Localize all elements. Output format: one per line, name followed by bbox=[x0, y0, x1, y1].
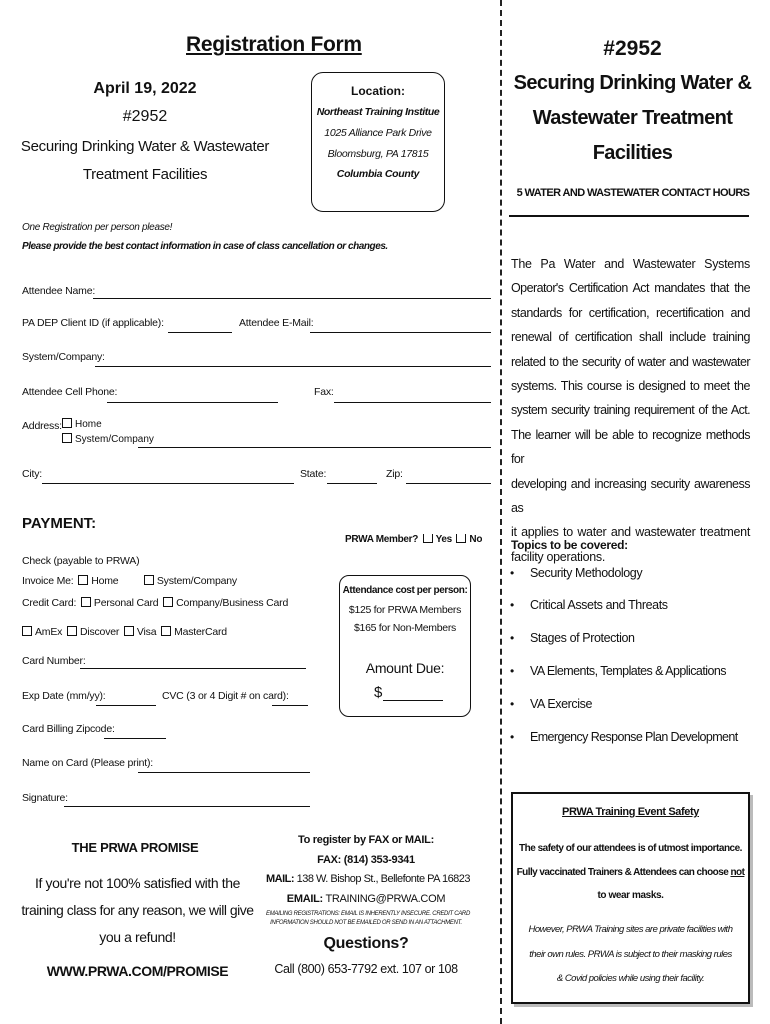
zip-label: Zip: bbox=[386, 468, 403, 480]
course-title-right-1: Securing Drinking Water & bbox=[513, 72, 752, 94]
course-title-right-2: Wastewater Treatment bbox=[532, 107, 733, 129]
cvc-label: CVC (3 or 4 Digit # on card): bbox=[162, 690, 289, 702]
description-line: Operator's Certification Act mandates that the bbox=[511, 281, 750, 296]
form-title: Registration Form bbox=[186, 33, 362, 56]
invoice-home-checkbox[interactable] bbox=[78, 575, 88, 585]
amount-due-dollar: $ bbox=[374, 684, 383, 701]
attendance-cost-box bbox=[339, 575, 471, 717]
company-card-text: Company/Business Card bbox=[176, 597, 289, 609]
topic-item bbox=[510, 566, 643, 580]
location-heading: Location: bbox=[351, 84, 405, 98]
attendee-name-label: Attendee Name: bbox=[22, 285, 96, 297]
topic-text: Critical Assets and Threats bbox=[530, 598, 668, 612]
signature-label: Signature: bbox=[22, 792, 68, 804]
bullet-icon: • bbox=[510, 664, 515, 678]
topic-item bbox=[510, 697, 593, 711]
member-no-checkbox[interactable] bbox=[456, 534, 466, 543]
invoice-system-checkbox[interactable] bbox=[144, 575, 154, 585]
bullet-icon: • bbox=[510, 631, 515, 645]
safety-line-1: The safety of our attendees is of utmost importance. bbox=[519, 843, 742, 854]
topic-item bbox=[510, 631, 635, 645]
promise-heading: THE PRWA PROMISE bbox=[71, 840, 199, 855]
cell-phone-label: Attendee Cell Phone: bbox=[22, 386, 118, 398]
billing-zip-field[interactable] bbox=[104, 738, 166, 739]
description-line: The Pa Water and Wastewater Systems bbox=[511, 257, 750, 271]
topic-text: Security Methodology bbox=[530, 566, 643, 580]
invoice-label: Invoice Me: bbox=[22, 575, 74, 587]
topic-text: Stages of Protection bbox=[530, 631, 635, 645]
contact-hours: 5 WATER AND WASTEWATER CONTACT HOURS bbox=[516, 187, 750, 199]
register-mail-address: 138 W. Bishop St., Bellefonte PA 16823 bbox=[296, 873, 471, 885]
card-type-row bbox=[20, 626, 227, 638]
credit-card-label: Credit Card: bbox=[22, 597, 77, 609]
exp-date-label: Exp Date (mm/yy): bbox=[22, 690, 106, 702]
card-number-field[interactable] bbox=[80, 668, 306, 669]
safety-heading: PRWA Training Event Safety bbox=[562, 806, 699, 818]
system-company-label: System/Company: bbox=[22, 351, 105, 363]
cost-non-members: $165 for Non-Members bbox=[354, 622, 456, 634]
discover-text: Discover bbox=[79, 626, 120, 638]
amount-due-label: Amount Due: bbox=[365, 660, 445, 676]
description-line: it applies to water and wastewater treatment bbox=[511, 525, 750, 540]
member-yes-checkbox[interactable] bbox=[423, 534, 433, 543]
course-number-right: #2952 bbox=[603, 37, 662, 60]
description-line: developing and increasing security awareness as bbox=[511, 476, 750, 516]
bullet-icon: • bbox=[510, 697, 515, 711]
page-divider bbox=[500, 0, 502, 1024]
topic-text: VA Elements, Templates & Applications bbox=[530, 664, 726, 678]
register-heading: To register by FAX or MAIL: bbox=[298, 834, 434, 846]
register-email-address[interactable]: TRAINING@PRWA.COM bbox=[325, 893, 446, 905]
register-mail-row bbox=[266, 873, 471, 885]
address-home-checkbox[interactable] bbox=[62, 418, 72, 428]
system-company-field[interactable] bbox=[95, 366, 491, 367]
header-rule bbox=[509, 215, 749, 217]
attendee-name-field[interactable] bbox=[93, 298, 491, 299]
address-system-option[interactable] bbox=[60, 434, 154, 445]
attendee-email-label: Attendee E-Mail: bbox=[239, 317, 314, 329]
dep-id-field[interactable] bbox=[168, 332, 232, 333]
safety-line-3: to wear masks. bbox=[597, 890, 664, 901]
safety-line-6: & Covid policies while using their facility. bbox=[556, 973, 705, 984]
location-county: Columbia County bbox=[336, 168, 420, 180]
personal-card-checkbox[interactable] bbox=[81, 597, 91, 607]
description-line: The learner will be able to recognize methods for bbox=[511, 427, 750, 467]
member-yes-text: Yes bbox=[435, 534, 452, 543]
course-title-left-1: Securing Drinking Water & Wastewater bbox=[20, 138, 270, 155]
topic-item bbox=[510, 598, 668, 612]
safety-line-2-emphasis: not bbox=[730, 867, 745, 878]
state-field[interactable] bbox=[327, 483, 377, 484]
questions-phone: Call (800) 653-7792 ext. 107 or 108 bbox=[274, 962, 458, 976]
bullet-icon: • bbox=[510, 598, 515, 612]
topics-heading: Topics to be covered: bbox=[511, 538, 628, 552]
company-card-checkbox[interactable] bbox=[163, 597, 173, 607]
instruction-2: Please provide the best contact information in case of class cancellation or changes. bbox=[22, 241, 388, 252]
location-venue: Northeast Training Institue bbox=[316, 106, 440, 118]
address-label: Address: bbox=[22, 420, 62, 432]
cell-phone-field[interactable] bbox=[107, 402, 278, 403]
address-home-text: Home bbox=[75, 419, 102, 430]
amount-due-field[interactable] bbox=[383, 700, 443, 701]
credit-card-row bbox=[22, 597, 288, 609]
visa-checkbox[interactable] bbox=[124, 626, 134, 636]
zip-field[interactable] bbox=[406, 483, 491, 484]
prwa-member-question bbox=[345, 534, 482, 543]
signature-field[interactable] bbox=[64, 806, 310, 807]
safety-line-2 bbox=[511, 867, 750, 878]
cvc-field[interactable] bbox=[272, 705, 308, 706]
register-mail-label: MAIL: bbox=[266, 873, 295, 885]
personal-card-text: Personal Card bbox=[93, 597, 159, 609]
fax-field[interactable] bbox=[334, 402, 491, 403]
member-no-text: No bbox=[469, 534, 483, 543]
promise-line-1: If you're not 100% satisfied with the bbox=[35, 875, 240, 891]
location-city: Bloomsburg, PA 17815 bbox=[327, 148, 429, 160]
amex-text: AmEx bbox=[35, 626, 63, 638]
description-line: facility operations. bbox=[511, 549, 606, 564]
check-label: Check (payable to PRWA) bbox=[22, 555, 140, 567]
discover-checkbox[interactable] bbox=[67, 626, 77, 636]
description-line: standards for certification, recertification and bbox=[511, 305, 750, 320]
name-on-card-label: Name on Card (Please print): bbox=[22, 757, 153, 769]
register-email-row bbox=[270, 893, 462, 905]
description-line: system security training requirement of the Act. bbox=[511, 403, 750, 418]
topic-text: VA Exercise bbox=[530, 697, 593, 711]
course-description bbox=[511, 252, 750, 569]
promise-url[interactable]: WWW.PRWA.COM/PROMISE bbox=[46, 963, 229, 979]
cost-heading: Attendance cost per person: bbox=[342, 585, 468, 596]
questions-heading: Questions? bbox=[323, 935, 409, 952]
topic-text: Emergency Response Plan Development bbox=[530, 730, 738, 744]
dep-id-label-text: PA DEP Client ID (if applicable): bbox=[22, 317, 164, 329]
invoice-home-text: Home bbox=[91, 575, 119, 587]
register-email-label: EMAIL: bbox=[286, 893, 323, 905]
invoice-system-text: System/Company bbox=[156, 575, 237, 587]
billing-zip-label: Card Billing Zipcode: bbox=[22, 723, 115, 735]
name-on-card-field[interactable] bbox=[138, 772, 310, 773]
topic-item bbox=[510, 730, 738, 744]
card-number-label: Card Number: bbox=[22, 655, 86, 667]
location-street: 1025 Alliance Park Drive bbox=[324, 127, 432, 139]
payment-heading: PAYMENT: bbox=[22, 515, 97, 532]
topic-item bbox=[510, 664, 726, 678]
address-system-text: System/Company bbox=[75, 434, 154, 445]
register-warning-2: INFORMATION SHOULD NOT BE EMAILED OR SEND IN AN ATTACHMENT. bbox=[270, 920, 462, 926]
amex-checkbox[interactable] bbox=[22, 626, 32, 636]
bullet-icon: • bbox=[510, 566, 515, 580]
register-fax: FAX: (814) 353-9341 bbox=[317, 854, 415, 866]
description-line: renewal of certification shall include training bbox=[511, 330, 750, 345]
event-date: April 19, 2022 bbox=[93, 80, 197, 97]
description-line: related to the security of water and wastewater bbox=[511, 354, 750, 369]
course-title-left-2: Treatment Facilities bbox=[82, 166, 208, 183]
safety-line-5: their own rules. PRWA is subject to their masking rules bbox=[529, 949, 732, 960]
description-line: systems. This course is designed to meet the bbox=[511, 379, 750, 394]
safety-line-4: However, PRWA Training sites are private facilities with bbox=[528, 924, 733, 935]
address-home-option[interactable] bbox=[60, 419, 102, 430]
invoice-row bbox=[22, 575, 237, 587]
mastercard-text: MasterCard bbox=[174, 626, 227, 638]
address-field[interactable] bbox=[138, 447, 491, 448]
address-system-checkbox[interactable] bbox=[62, 433, 72, 443]
visa-text: Visa bbox=[136, 626, 157, 638]
safety-line-2-text: Fully vaccinated Trainers & Attendees can choose bbox=[516, 867, 729, 878]
city-label: City: bbox=[22, 468, 43, 480]
exp-date-field[interactable] bbox=[96, 705, 156, 706]
promise-line-3: you a refund! bbox=[99, 929, 176, 945]
city-field[interactable] bbox=[42, 483, 294, 484]
prwa-member-text: PRWA Member? bbox=[345, 534, 419, 543]
dep-id-label bbox=[22, 317, 164, 329]
attendee-email-field[interactable] bbox=[310, 332, 491, 333]
cost-members: $125 for PRWA Members bbox=[348, 604, 462, 616]
course-title-right-3: Facilities bbox=[592, 142, 673, 164]
course-number-left: #2952 bbox=[122, 108, 168, 125]
register-warning-1: EMAILING REGISTRATIONS: EMAIL IS INHERENTLY INSECURE. CREDIT CARD bbox=[266, 911, 470, 917]
fax-label: Fax: bbox=[314, 386, 334, 398]
state-label: State: bbox=[300, 468, 327, 480]
instruction-1: One Registration per person please! bbox=[22, 222, 173, 233]
promise-line-2: training class for any reason, we will give bbox=[21, 902, 254, 918]
mastercard-checkbox[interactable] bbox=[161, 626, 171, 636]
bullet-icon: • bbox=[510, 730, 515, 744]
